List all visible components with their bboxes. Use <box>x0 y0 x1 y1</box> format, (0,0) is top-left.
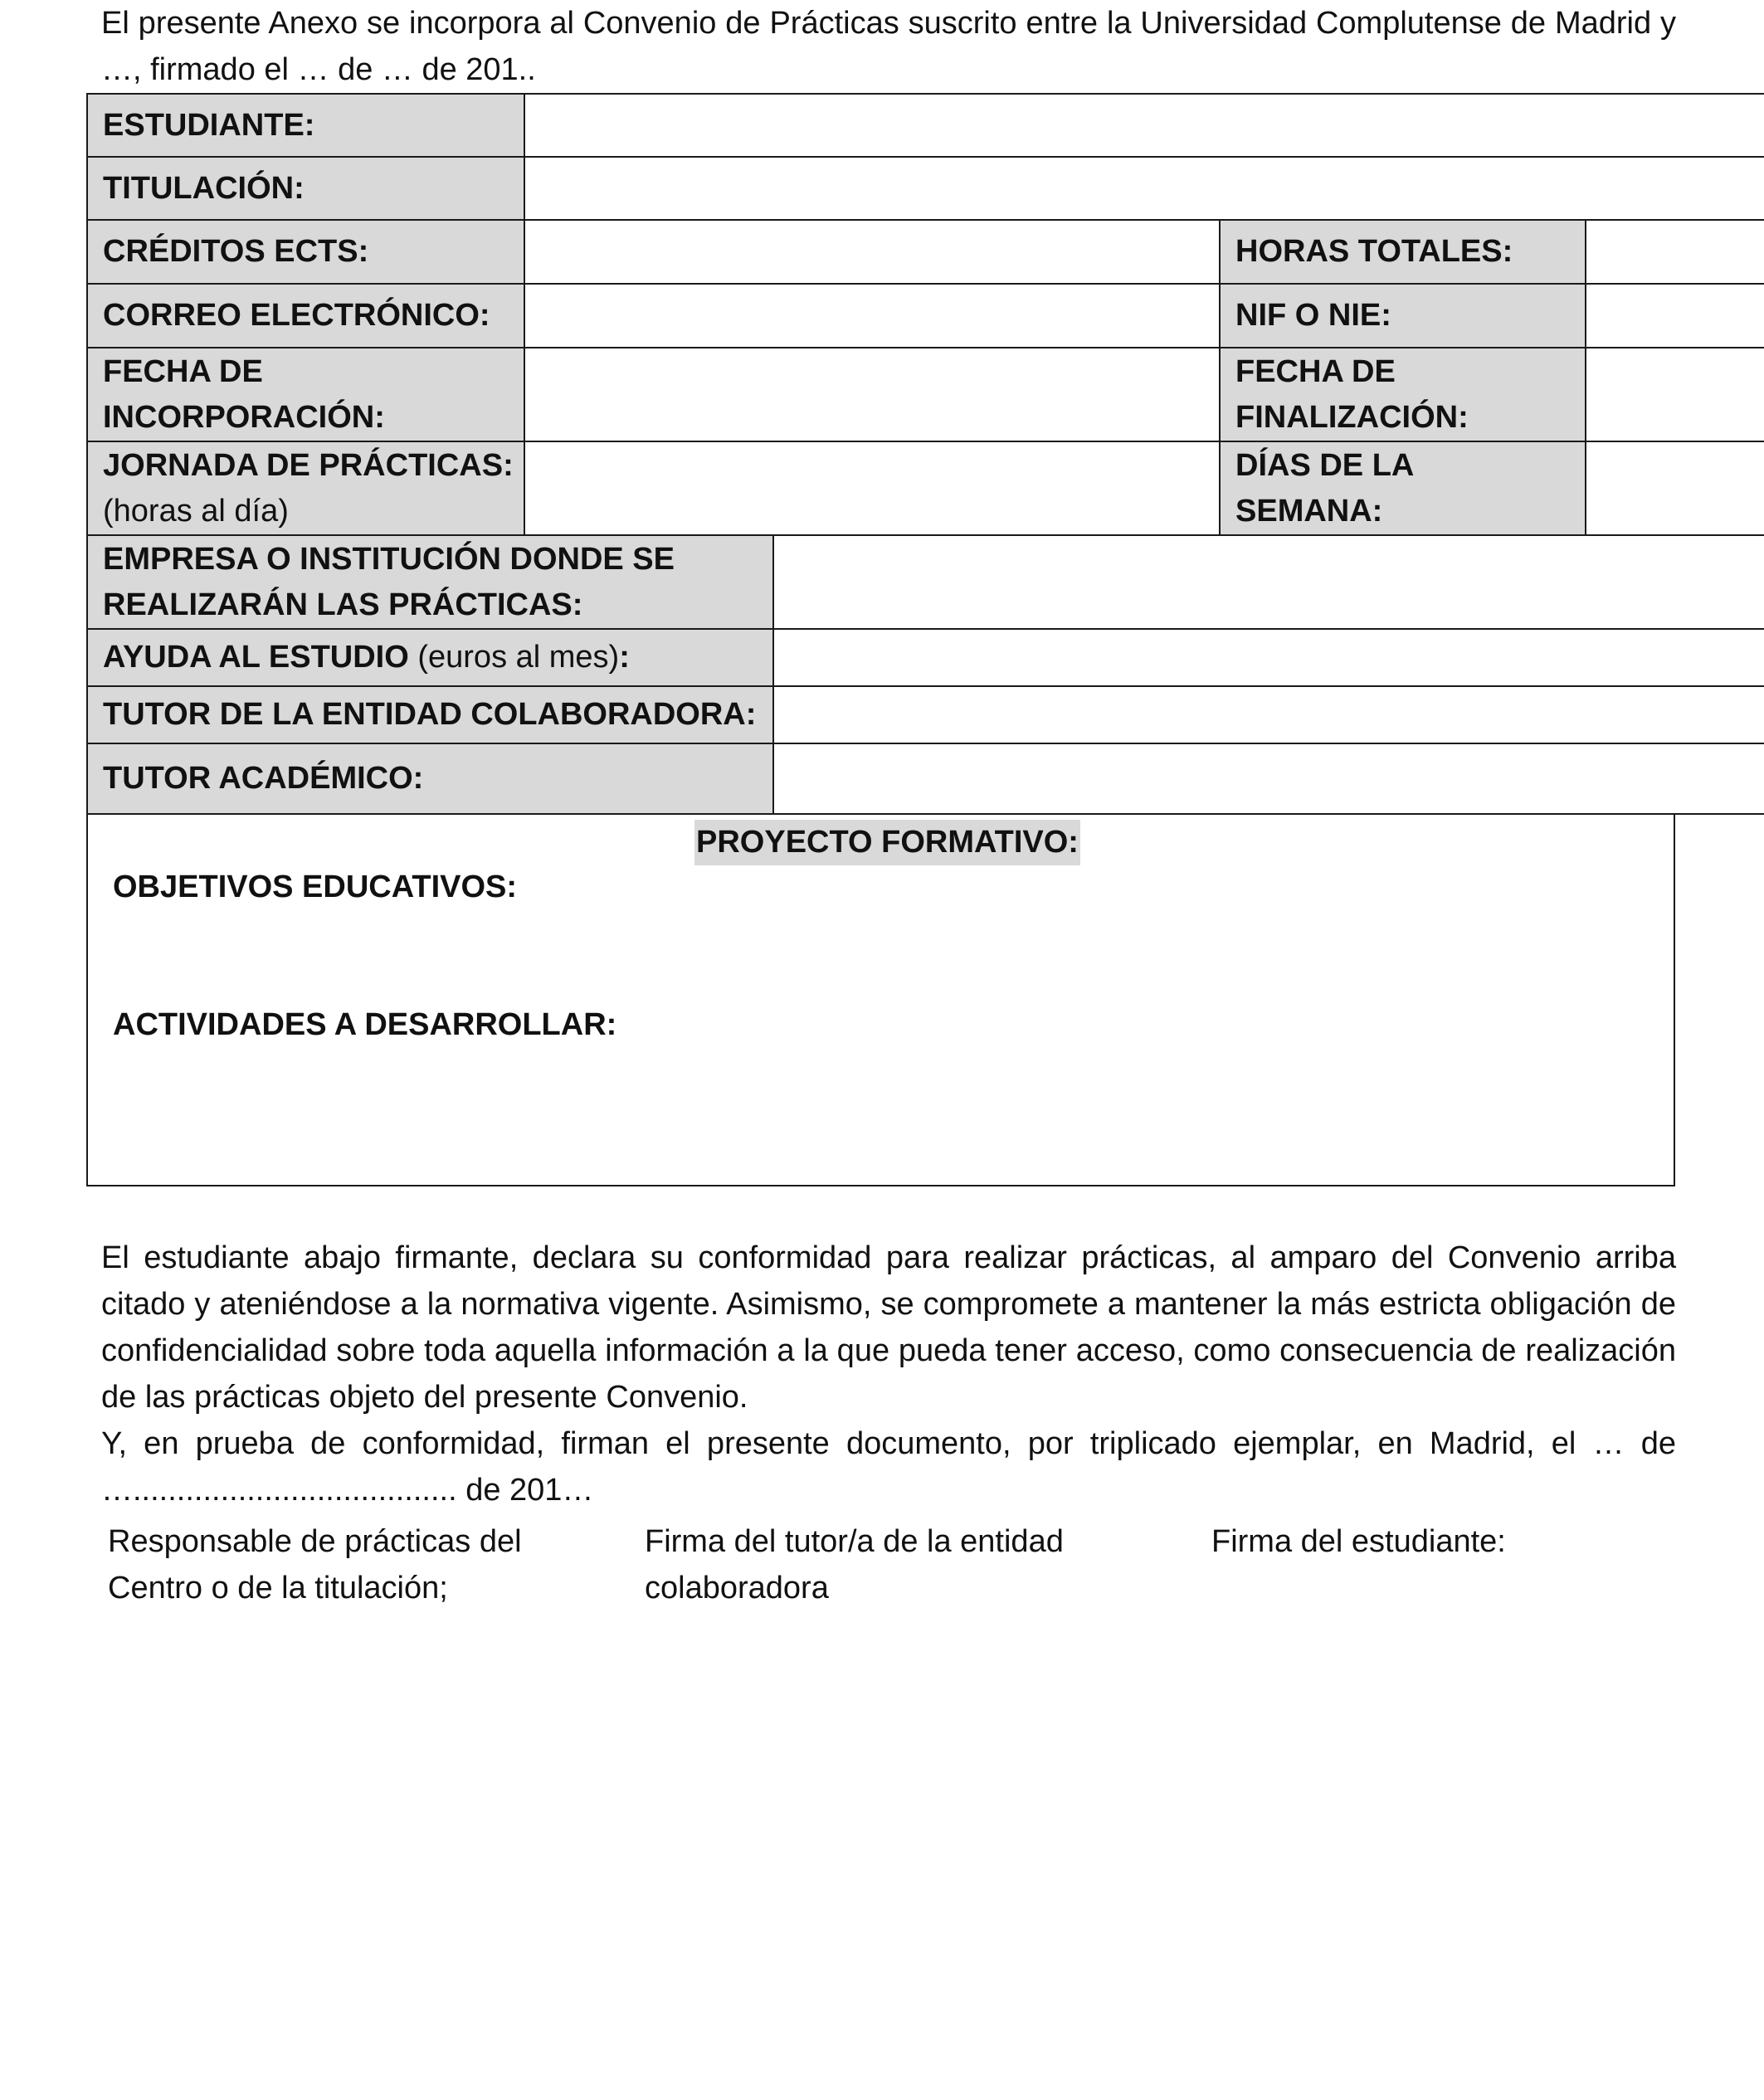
row-correo <box>87 284 1764 348</box>
fecha-incorporacion-label: FECHA DE INCORPORACIÓN: <box>87 348 524 441</box>
signature-responsable: Responsable de prácticas del Centro o de la titulación; <box>108 1524 522 1605</box>
signature-tutor: Firma del tutor/a de la entidad colaboradora <box>645 1524 1064 1605</box>
student-form-table <box>86 93 1764 815</box>
row-tutor-entidad <box>87 686 1764 743</box>
tutor-entidad-label: TUTOR DE LA ENTIDAD COLABORADORA: <box>87 686 773 743</box>
ayuda-field[interactable] <box>773 629 1764 686</box>
correo-label: CORREO ELECTRÓNICO: <box>87 284 524 348</box>
dias-semana-field[interactable] <box>1586 441 1764 535</box>
dias-semana-label: DÍAS DE LA SEMANA: <box>1220 441 1586 535</box>
titulacion-label: TITULACIÓN: <box>87 157 524 220</box>
fecha-finalizacion-field[interactable] <box>1586 348 1764 441</box>
nif-label: NIF O NIE: <box>1220 284 1586 348</box>
creditos-label: CRÉDITOS ECTS: <box>87 220 524 284</box>
correo-field[interactable] <box>524 284 1220 348</box>
row-titulacion <box>87 157 1764 220</box>
estudiante-label: ESTUDIANTE: <box>87 94 524 157</box>
declaration-paragraph: El estudiante abajo firmante, declara su conformidad para realizar prácticas, al amparo del Convenio arriba citado y ateniéndose a la normativa vigente. Asimismo, se compromete a mantener la más estricta obligación de confidencialidad sobre toda aquella información a la que pueda tener acceso, como consecuencia de realización de las prácticas objeto del presente Convenio. <box>101 1240 1676 1415</box>
intro-paragraph: El presente Anexo se incorpora al Convenio de Prácticas suscrito entre la Universidad Complutense de Madrid y …, firmado el … de … de 201.. <box>101 6 1676 87</box>
row-fechas <box>87 348 1764 441</box>
fecha-incorporacion-field[interactable] <box>524 348 1220 441</box>
tutor-academico-field[interactable] <box>773 743 1764 814</box>
declaration-section <box>101 1235 1676 1513</box>
proyecto-formativo-title: PROYECTO FORMATIVO: <box>694 820 1080 865</box>
empresa-label: EMPRESA O INSTITUCIÓN DONDE SE REALIZARÁN LAS PRÁCTICAS: <box>87 535 773 629</box>
row-jornada <box>87 441 1764 535</box>
creditos-field[interactable] <box>524 220 1220 284</box>
signature-block <box>108 1518 1676 1618</box>
estudiante-field[interactable] <box>524 94 1764 157</box>
row-tutor-academico <box>87 743 1764 814</box>
proyecto-formativo-box[interactable] <box>86 815 1675 1186</box>
titulacion-field[interactable] <box>524 157 1764 220</box>
nif-field[interactable] <box>1586 284 1764 348</box>
row-ayuda <box>87 629 1764 686</box>
signature-estudiante: Firma del estudiante: <box>1211 1524 1506 1559</box>
jornada-field[interactable] <box>524 441 1220 535</box>
jornada-label: JORNADA DE PRÁCTICAS: (horas al día) <box>87 441 524 535</box>
tutor-academico-label: TUTOR ACADÉMICO: <box>87 743 773 814</box>
actividades-label: ACTIVIDADES A DESARROLLAR: <box>113 1007 617 1042</box>
row-creditos <box>87 220 1764 284</box>
objetivos-label: OBJETIVOS EDUCATIVOS: <box>113 870 518 904</box>
horas-totales-field[interactable] <box>1586 220 1764 284</box>
ayuda-label: AYUDA AL ESTUDIO (euros al mes): <box>87 629 773 686</box>
horas-totales-label: HORAS TOTALES: <box>1220 220 1586 284</box>
empresa-field[interactable] <box>773 535 1764 629</box>
conformity-paragraph: Y, en prueba de conformidad, firman el presente documento, por triplicado ejemplar, en Madrid, el … de …..................................... de 201… <box>101 1426 1676 1508</box>
tutor-entidad-field[interactable] <box>773 686 1764 743</box>
row-empresa <box>87 535 1764 629</box>
fecha-finalizacion-label: FECHA DE FINALIZACIÓN: <box>1220 348 1586 441</box>
row-estudiante <box>87 94 1764 157</box>
